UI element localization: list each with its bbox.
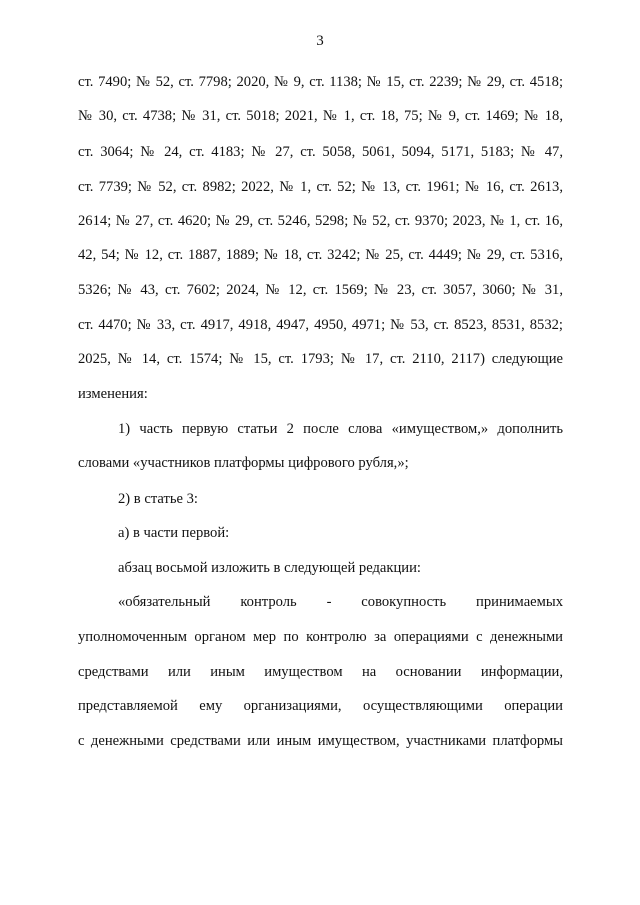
text-line: № 30, ст. 4738; № 31, ст. 5018; 2021, № 1, ст. 18, 75; № 9, ст. 1469; № 18,: [78, 108, 563, 124]
text-line: уполномоченным органом мер по контролю за операциями с денежными: [78, 629, 563, 645]
text-line: словами «участников платформы цифрового рубля,»;: [78, 455, 409, 471]
paragraph-line: а) в части первой:: [118, 525, 230, 541]
text-line: ст. 4470; № 33, ст. 4917, 4918, 4947, 4950, 4971; № 53, ст. 8523, 8531, 8532;: [78, 317, 563, 333]
text-line: 2614; № 27, ст. 4620; № 29, ст. 5246, 5298; № 52, ст. 9370; 2023, № 1, ст. 16,: [78, 213, 563, 229]
text-line: изменения:: [78, 386, 148, 402]
text-line: 2025, № 14, ст. 1574; № 15, ст. 1793; № 17, ст. 2110, 2117) следующие: [78, 351, 563, 367]
paragraph-line: 2) в статье 3:: [118, 491, 198, 507]
text-line: 5326; № 43, ст. 7602; 2024, № 12, ст. 1569; № 23, ст. 3057, 3060; № 31,: [78, 282, 563, 298]
text-line: 42, 54; № 12, ст. 1887, 1889; № 18, ст. 3242; № 25, ст. 4449; № 29, ст. 5316,: [78, 247, 563, 263]
paragraph-line: абзац восьмой изложить в следующей редакции:: [118, 560, 421, 576]
text-line: ст. 7490; № 52, ст. 7798; 2020, № 9, ст. 1138; № 15, ст. 2239; № 29, ст. 4518;: [78, 74, 563, 90]
text-line: ст. 7739; № 52, ст. 8982; 2022, № 1, ст. 52; № 13, ст. 1961; № 16, ст. 2613,: [78, 179, 563, 195]
text-line: представляемой ему организациями, осуществляющими операции: [78, 698, 563, 714]
page-number: 3: [316, 33, 324, 49]
text-line: средствами или иным имуществом на основании информации,: [78, 664, 563, 680]
paragraph-line: 1) часть первую статьи 2 после слова «имуществом,» дополнить: [118, 421, 563, 437]
text-line: ст. 3064; № 24, ст. 4183; № 27, ст. 5058, 5061, 5094, 5171, 5183; № 47,: [78, 144, 563, 160]
paragraph-line: «обязательный контроль - совокупность принимаемых: [118, 594, 563, 610]
text-line: с денежными средствами или иным имуществом, участниками платформы: [78, 733, 563, 749]
